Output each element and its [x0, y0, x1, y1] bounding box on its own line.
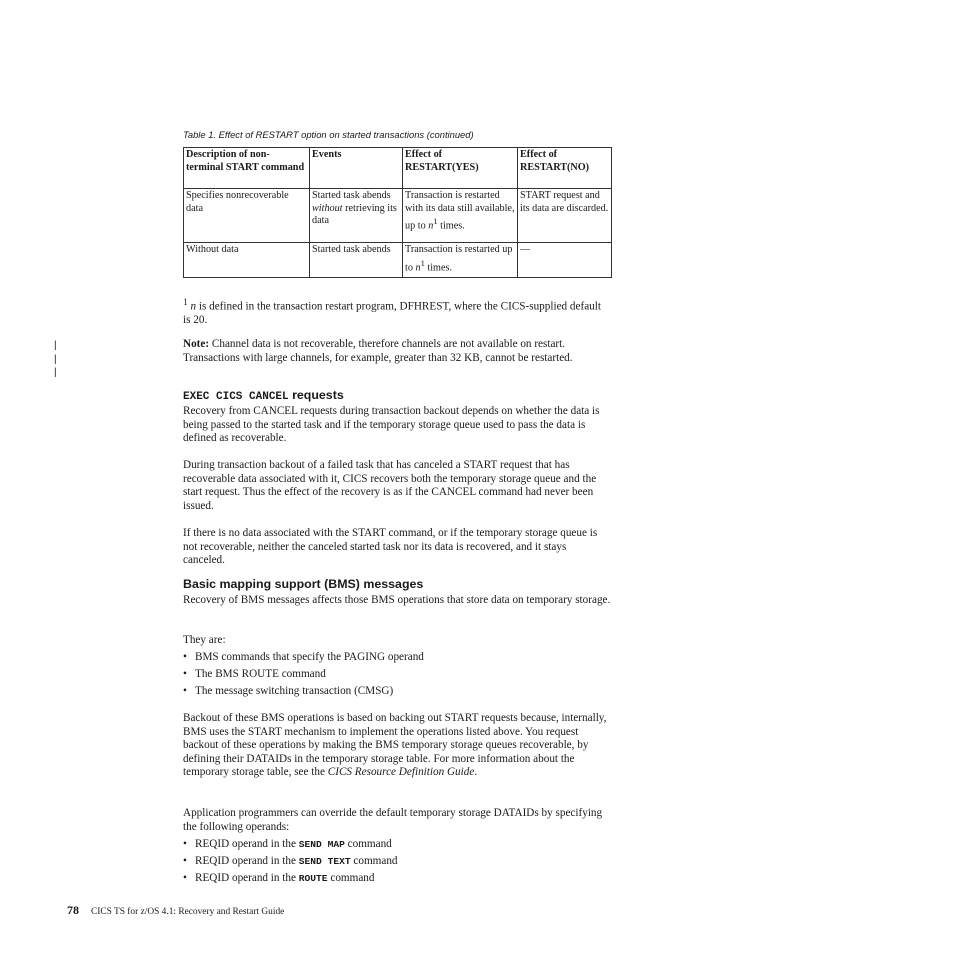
list-item: • The message switching transaction (CMSG) [183, 684, 394, 697]
list-item: • REQID operand in the SEND MAP command [183, 838, 392, 850]
table-cell: Specifies nonrecoverable data [184, 189, 310, 243]
table-cell: Started task abends without retrieving its data [310, 189, 403, 243]
table-cell: Started task abends [310, 243, 403, 278]
cancel-requests-heading: EXEC CICS CANCEL requests [183, 388, 344, 403]
paragraph: Recovery of BMS messages affects those BMS operations that store data on temporary storage. [183, 594, 611, 606]
table-header-cell: Effect of RESTART(YES) [403, 148, 518, 189]
restart-effect-table [183, 147, 612, 278]
table-cell: Transaction is restarted with its data still available, up to $n^1$ times. [403, 189, 518, 243]
cross-reference-link[interactable]: CICS Resource Definition Guide [327, 766, 475, 779]
bms-messages-heading: Basic mapping support (BMS) messages [183, 577, 424, 591]
list-item: • BMS commands that specify the PAGING operand [183, 651, 424, 663]
change-bars [54, 339, 56, 380]
paragraph: During transaction backout of a failed task that has canceled a START request that has recoverable data associated with it, CICS recovers both the temporary storage queue and the start request. Thus the effect of the recovery is as if the CANCEL command had never been issued. [183, 459, 597, 512]
table-header-row [184, 148, 612, 189]
paragraph: Recovery from CANCEL requests during transaction backout depends on whether the data is being passed to the started task and if the temporary storage queue used to pass the data is defined as recoverable. [183, 405, 600, 445]
bms-operations-list [183, 651, 424, 702]
paragraph: They are: [183, 634, 226, 646]
table-row [184, 243, 612, 278]
list-item: • REQID operand in the SEND TEXT command [183, 854, 398, 867]
paragraph: If there is no data associated with the START command, or if the temporary storage queue is not recoverable, neither the canceled started task nor its data is recovered, and it stays canceled. [183, 527, 598, 567]
reqid-operands-list [183, 838, 398, 889]
footnote: $^1$ n is defined in the transaction restart program, DFHREST, where the CICS-supplied default is 20. [183, 298, 601, 327]
table-header-cell: Events [310, 148, 403, 189]
change-bar: | [54, 353, 57, 365]
paragraph: Application programmers can override the default temporary storage DATAIDs by specifying the following operands: [183, 807, 603, 833]
table-cell: — [518, 243, 612, 278]
table-header-cell: Description of non-terminal START command [184, 148, 310, 189]
table-cell: START request and its data are discarded. [518, 189, 612, 243]
paragraph: Backout of these BMS operations is based on backing out START requests because, internally, BMS uses the START mechanism to implement the operations listed above. You request backout of these operations by making the BMS temporary storage queues recoverable, by defining their DATAIDs in the temporary storage table. For more information about the temporary storage table, see the CICS Resource Definition Guide. [183, 712, 607, 779]
page-number: 78 [67, 903, 79, 917]
list-item: • REQID operand in the ROUTE command [183, 871, 375, 884]
table-cell: Transaction is restarted up to $n^1$ times. [403, 243, 518, 278]
table-header-cell: Effect of RESTART(NO) [518, 148, 612, 189]
change-bar: | [54, 367, 57, 379]
table-caption: Table 1. Effect of RESTART option on started transactions (continued) [183, 129, 474, 140]
table-row [184, 189, 612, 243]
note-paragraph: Note: Channel data is not recoverable, therefore channels are not available on restart. Transactions with large channels, for example, greater than 32 KB, cannot be restarted. [183, 338, 573, 364]
table-cell: Without data [184, 243, 310, 278]
list-item: • The BMS ROUTE command [183, 667, 326, 680]
page-footer [67, 901, 284, 919]
change-bar: | [54, 340, 57, 351]
footer-title: CICS TS for z/OS 4.1: Recovery and Restart Guide [91, 907, 285, 917]
